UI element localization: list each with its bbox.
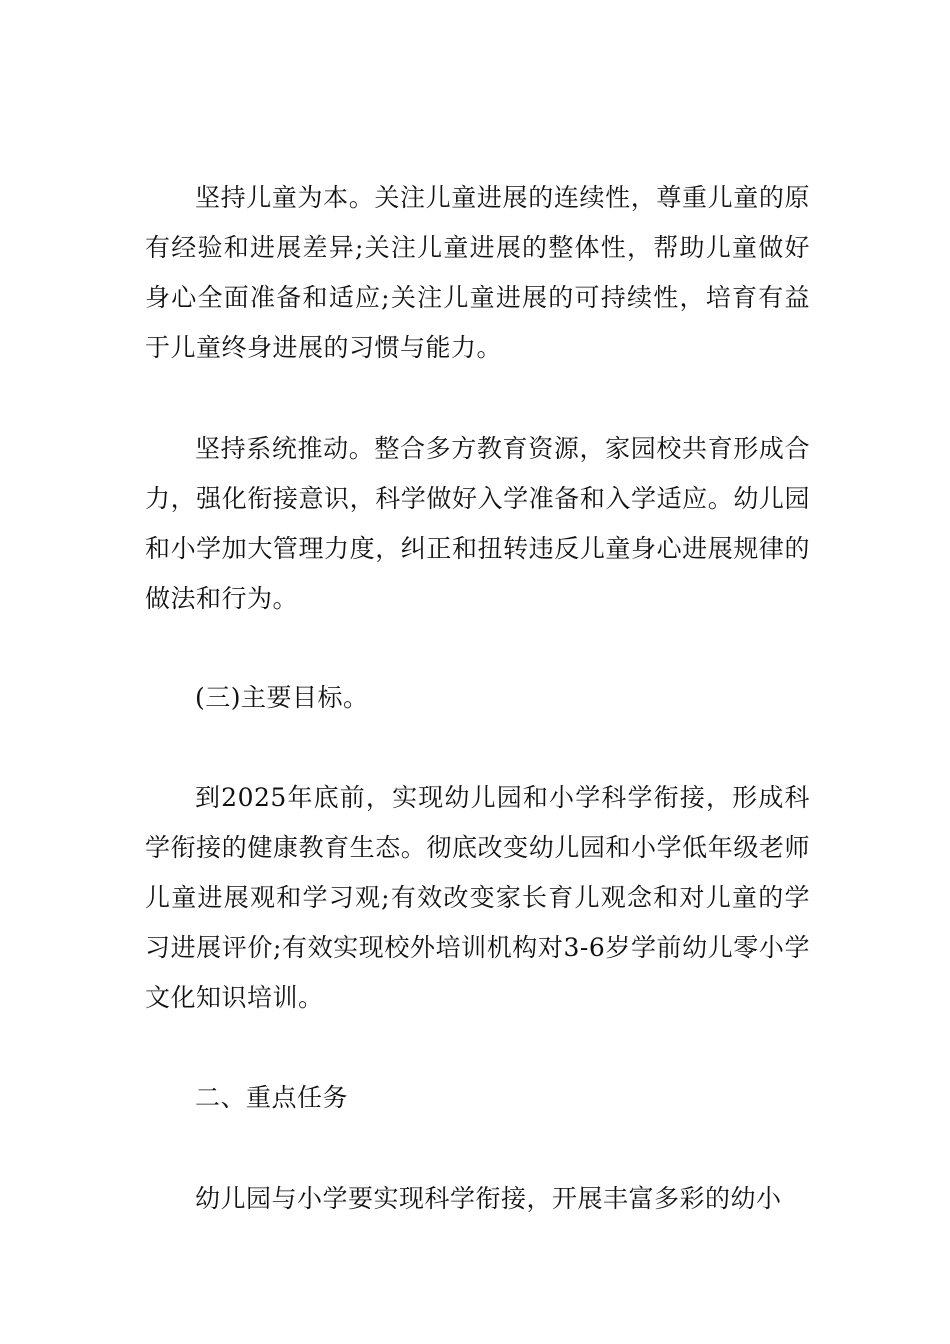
paragraph-kindergarten-primary: 幼儿园与小学要实现科学衔接，开展丰富多彩的幼小 — [195, 1184, 782, 1213]
paragraph-child-centered: 坚持儿童为本。关注儿童进展的连续性，尊重儿童的原有经验和进展差异;关注儿童进展的整体性，帮助儿童做好身心全面准备和适应;关注儿童进展的可持续性，培育有益于儿童终身进展的习惯与能力。 — [145, 183, 810, 362]
paragraph-systematic-promotion: 坚持系统推动。整合多方教育资源，家园校共育形成合力，强化衔接意识，科学做好入学准备和入学适应。幼儿园和小学加大管理力度，纠正和扭转违反儿童身心进展规律的做法和行为。 — [145, 434, 810, 613]
paragraph-goals-2025: 到2025年底前，实现幼儿园和小学科学衔接，形成科学衔接的健康教育生态。彻底改变幼儿园和小学低年级老师儿童进展观和学习观;有效改变家长育儿观念和对儿童的学习进展评价;有效实现校外培训机构对3-6岁学前幼儿零小学文化知识培训。 — [145, 783, 810, 1012]
section-heading-main-goals: (三)主要目标。 — [195, 683, 369, 712]
section-heading-key-tasks: 二、重点任务 — [195, 1083, 349, 1112]
